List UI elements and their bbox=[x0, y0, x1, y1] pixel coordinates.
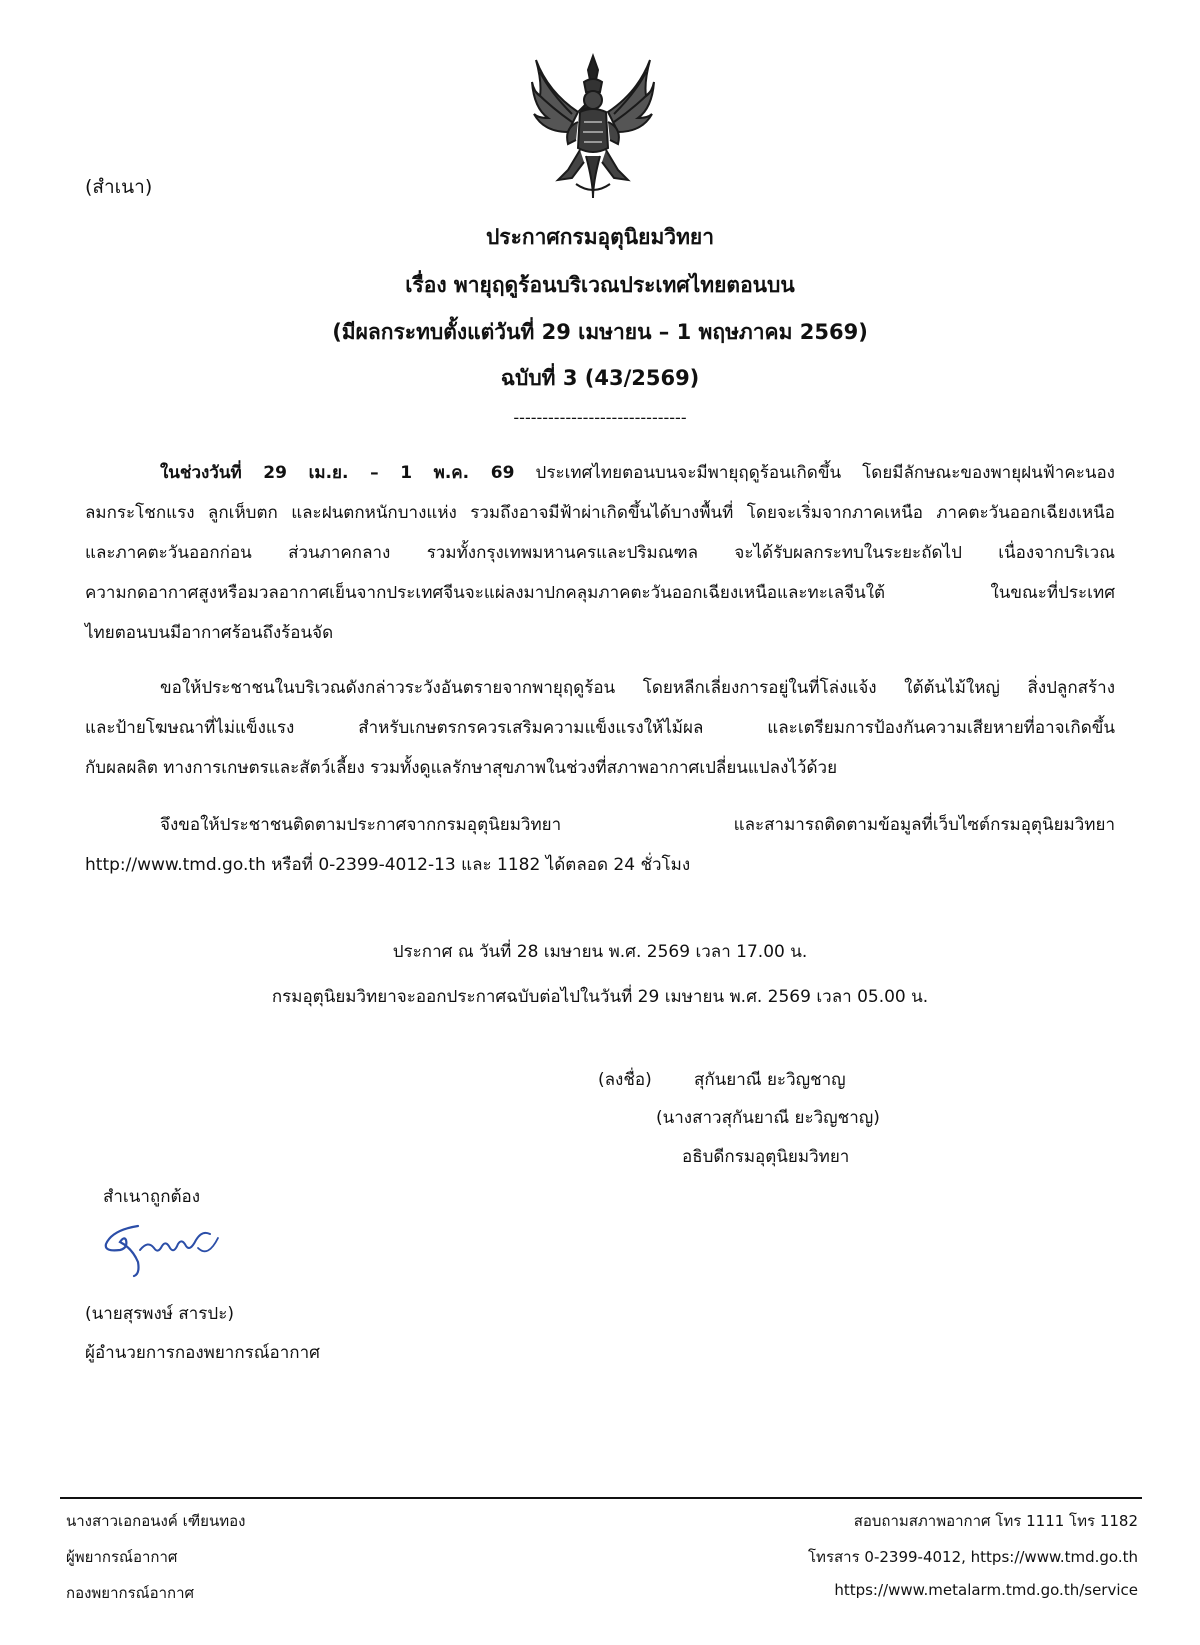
document-title: ประกาศกรมอุตุนิยมวิทยา bbox=[485, 225, 715, 249]
handwritten-signature bbox=[98, 1218, 223, 1278]
paragraph-contact bbox=[85, 805, 1115, 885]
footer-author-division: กองพยากรณ์อากาศ bbox=[66, 1584, 195, 1602]
footer-author-name: นางสาวเอกอนงค์ เฑียนทอง bbox=[66, 1512, 246, 1530]
footer-author-role: ผู้พยากรณ์อากาศ bbox=[66, 1548, 178, 1566]
signatory-title: อธิบดีกรมอุตุนิยมวิทยา bbox=[682, 1147, 850, 1167]
paragraph-line: และป้ายโฆษณาที่ไม่แข็งแรง สำหรับเกษตรกรควรเสริมความแข็งแรงให้ไม้ผล และเตรียมการป้องกันความเสียหายที่อาจเกิดขึ้น bbox=[85, 718, 1115, 738]
separator-line: ------------------------------ bbox=[513, 408, 687, 427]
footer-fax-website: โทรสาร 0-2399-4012, https://www.tmd.go.th bbox=[808, 1548, 1138, 1566]
paragraph-line bbox=[85, 453, 1115, 493]
copy-mark: (สำเนา) bbox=[85, 176, 153, 198]
paragraph-line: ขอให้ประชาชนในบริเวณดังกล่าวระวังอันตรายจากพายุฤดูร้อน โดยหลีกเลี่ยงการอยู่ในที่โล่งแจ้ง ใต้ต้นไม้ใหญ่ สิ่งปลูกสร้าง bbox=[160, 678, 1115, 698]
certifier-position: ผู้อำนวยการกองพยากรณ์อากาศ bbox=[85, 1343, 320, 1363]
paragraph-line: และภาคตะวันออกก่อน ส่วนภาคกลาง รวมทั้งกรุงเทพมหานครและปริมณฑล จะได้รับผลกระทบในระยะถัดไป เนื่องจากบริเวณ bbox=[85, 543, 1115, 563]
announced-date: ประกาศ ณ วันที่ 28 เมษายน พ.ศ. 2569 เวลา 17.00 น. bbox=[392, 942, 808, 962]
certifier-name: (นายสุรพงษ์ สารปะ) bbox=[85, 1304, 234, 1324]
garuda-emblem-icon bbox=[528, 52, 658, 200]
next-issue-note: กรมอุตุนิยมวิทยาจะออกประกาศฉบับต่อไปในวันที่ 29 เมษายน พ.ศ. 2569 เวลา 05.00 น. bbox=[271, 987, 929, 1007]
signatory-full-name: (นางสาวสุกันยาณี ยะวิญชาญ) bbox=[656, 1108, 880, 1128]
paragraph-line: ไทยตอนบนมีอากาศร้อนถึงร้อนจัด bbox=[85, 623, 334, 643]
paragraph-advice bbox=[85, 668, 1115, 788]
paragraph-line: http://www.tmd.go.th หรือที่ 0-2399-4012-13 และ 1182 ได้ตลอด 24 ชั่วโมง bbox=[85, 855, 691, 875]
paragraph-forecast bbox=[85, 453, 1115, 653]
paragraph-lead: ในช่วงวันที่ 29 เม.ย. – 1 พ.ค. 69 bbox=[160, 463, 515, 483]
issue-number: ฉบับที่ 3 (43/2569) bbox=[500, 366, 700, 390]
paragraph-line: จึงขอให้ประชาชนติดตามประกาศจากกรมอุตุนิยมวิทยา และสามารถติดตามข้อมูลที่เว็บไซต์กรมอุตุนิยมวิทยา bbox=[160, 815, 1115, 835]
footer-service-url: https://www.metalarm.tmd.go.th/service bbox=[834, 1581, 1138, 1599]
paragraph-line: กับผลผลิต ทางการเกษตรและสัตว์เลี้ยง รวมทั้งดูแลรักษาสุขภาพในช่วงที่สภาพอากาศเปลี่ยนแปลงไว้ด้วย bbox=[85, 758, 838, 778]
paragraph-line: ความกดอากาศสูงหรือมวลอากาศเย็นจากประเทศจีนจะแผ่ลงมาปกคลุมภาคตะวันออกเฉียงเหนือและทะเลจีนใต้ ในขณะที่ประเทศ bbox=[85, 583, 1115, 603]
document-subject: เรื่อง พายุฤดูร้อนบริเวณประเทศไทยตอนบน bbox=[405, 273, 795, 297]
certified-label: สำเนาถูกต้อง bbox=[103, 1187, 201, 1207]
paragraph-line: ลมกระโชกแรง ลูกเห็บตก และฝนตกหนักบางแห่ง รวมถึงอาจมีฟ้าผ่าเกิดขึ้นได้บางพื้นที่ โดยจะเริ่มจากภาคเหนือ ภาคตะวันออกเฉียงเหนือ bbox=[85, 503, 1115, 523]
effective-period: (มีผลกระทบตั้งแต่วันที่ 29 เมษายน – 1 พฤษภาคม 2569) bbox=[332, 320, 868, 344]
sign-label: (ลงชื่อ) bbox=[598, 1070, 652, 1090]
signatory-name: สุกันยาณี ยะวิญชาญ bbox=[694, 1070, 846, 1090]
footer-divider bbox=[60, 1497, 1142, 1499]
footer-phone: สอบถามสภาพอากาศ โทร 1111 โทร 1182 bbox=[853, 1512, 1138, 1530]
paragraph-text: ประเทศไทยตอนบนจะมีพายุฤดูร้อนเกิดขึ้น โดยมีลักษณะของพายุฝนฟ้าคะนอง bbox=[514, 463, 1115, 483]
